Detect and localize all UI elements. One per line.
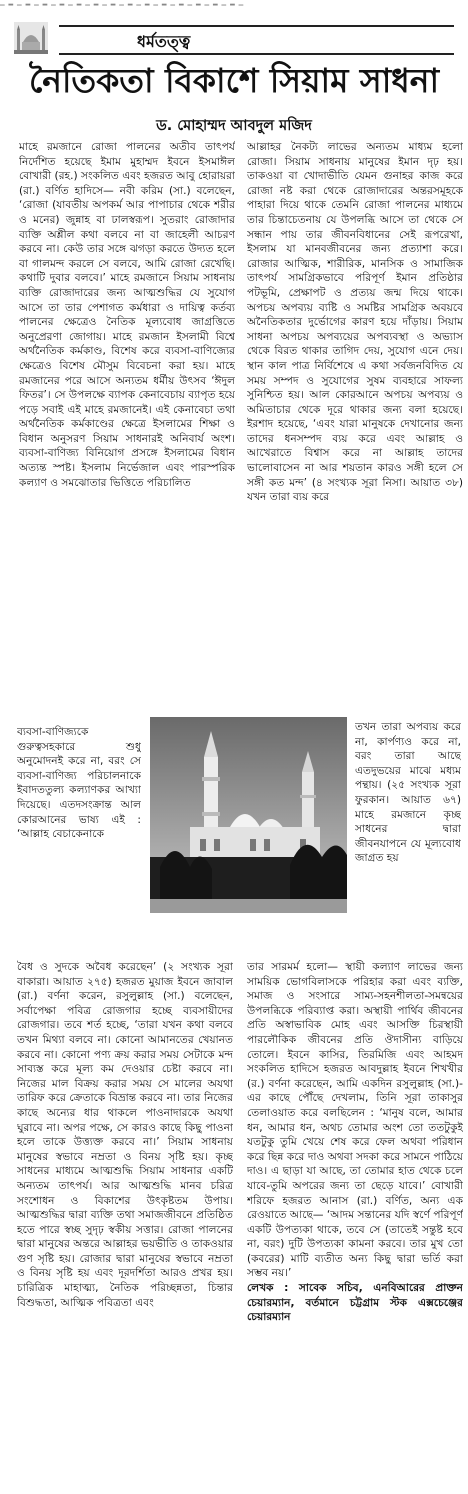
article-column-2 — [247, 140, 463, 748]
mosque-photo — [150, 717, 347, 913]
article-column-3 — [17, 960, 233, 1486]
article-column-wrap-right — [355, 720, 461, 955]
section-label: ধর্মতত্ত্ব — [137, 32, 191, 51]
column-wrap-left-text: ব্যবসা-বাণিজ্যকে গুরুত্বসহকারে শুধু অনুমোদনই করে না, বরং সে ব্যবসা-বাণিজ্য পরিচালনাকে ইবাদততুল্য কল্যাণকর আখ্যা দিয়েছে। এতদসংক্রান্ত আল কোরআনের ভাষ্য এই : ‘আল্লাহ বেচাকেনাকে — [17, 726, 141, 841]
previous-article-cutoff: ▁ ▂ ▁ ▂ ▁ ▂ ▁ ▂ ▁ ▂ ▁ ▂ ▁ ▂ ▁ ▂ ▁ ▂ ▁ ▂ ▁ ▂ ▁ ▂ ▁ ▂ ▁ ▂ ▁ — [0, 0, 245, 6]
article-author: ড. মোহাম্মদ আবদুল মজিদ — [156, 118, 312, 134]
article-title: নৈতিকতা বিকাশে সিয়াম সাধনা — [28, 61, 440, 100]
column-1-text: মাহে রমজানে রোজা পালনের অতীব তাৎপর্য নির্দেশিত হয়েছে ইমাম মুহাম্মদ ইবনে ইসমাঈল বোখারী (রহ.) সংকলিত এবং হজরত আবু হোরায়রা (রা.) বর্ণিত হাদিসে— নবী করিম (সা.) বলেছেন, ‘রোজা (যাবতীয় অপকর্ম আর পাপাচার থেকে শরীর ও মনের) জুন্নাহ বা ঢালস্বরূপ। সুতরাং রোজাদার ব্যক্তি অশ্লীল কথা বলবে না বা জাহেলী আচরণ করবে না। কেউ তার সঙ্গে ঝগড়া করতে উদ্যত হলে বা গালমন্দ করলে সে বলবে, আমি রোজা রেখেছি। কথাটি দুবার বলবে।’ মাহে রমজানে সিয়াম সাধনায় ব্যক্তি রোজাদারের জন্য আত্মশুদ্ধির যে সুযোগ আসে তা তার পেশাগত কর্মধারা ও দায়িত্ব কর্তব্য পালনের ক্ষেত্রেও নৈতিক মূল্যবোধ জাগ্রত্তিতে অনুপ্রেরণা জোগায়। মাহে রমজান ইসলামী বিশ্বে অর্থনৈতিক কর্মকাণ্ড, বিশেষ করে ব্যবসা-বাণিজ্যের ক্ষেত্রেও বিশেষ মৌসুম বিবেচনা করা হয়। মাহে রমজানের পরে আসে অন্যতম ধর্মীয় উৎসব ‘ঈদুল ফিতর’। সে উপলক্ষে ব্যাপক কেনাবেচায় ব্যাপৃত হয়ে পড়ে সবাই এই মাহে রমজানেই। এই কেনাবেচা তথা অর্থনৈতিক কর্মকাণ্ডের ক্ষেত্রে ইসলামের শিক্ষা ও বিধান অনুসরণ সিয়াম সাধনারই অনিবার্য অংশ। ব্যবসা-বাণিজ্য বিনিয়োগ প্রসঙ্গে ইসলামের বিধান অত্যন্ত স্পষ্ট। ইসলাম নির্ভেজাল এবং পারস্পরিক কল্যাণ ও সমঝোতার ভিত্তিতে পরিচালিত — [19, 141, 235, 489]
column-4-text: তার সারমর্ম হলো— স্থায়ী কল্যাণ লাভের জন্য সাময়িক ভোগবিলাসকে পরিহার করা এবং ব্যক্তি, সমাজ ও সংসারে সাম্য-সহনশীলতা-সমন্বয়ের উপলব্ধিকে পরিব্যাপ্ত করা। অস্থায়ী পার্থিব জীবনের প্রতি অস্বাভাবিক মোহ এবং আসক্তি চিরস্থায়ী পারলৌকিক জীবনের প্রতি ঔদাসীন্য বাড়িয়ে তোলে। ইবনে কাসির, তিরমিজি এবং আহমদ সংকলিত হাদিসে হজরত আবদুল্লাহ ইবনে শিখখীর (র.) বর্ণনা করেছেন, আমি একদিন রসুলুল্লাহ (সা.)-এর কাছে পৌঁছে দেখলাম, তিনি সূরা তাকাসুর তেলাওয়াত করে বলছিলেন : ‘মানুষ বলে, আমার ধন, আমার ধন, অথচ তোমার অংশ তো ততটুকুই যতটুকু তুমি খেয়ে শেষ করে ফেল অথবা পরিধান করে ছিন্ন করে দাও অথবা সদকা করে সামনে পাঠিয়ে দাও। এ ছাড়া যা আছে, তা তোমার হাত থেকে চলে যাবে-তুমি অপরের জন্য তা ছেড়ে যাবে।’ বোখারী শরিফে হজরত আনাস (রা.) বর্ণিত, অন্য এক রেওয়াতে আছে— ‘আদম সন্তানের যদি স্বর্ণে পরিপূর্ণ একটি উপত্যকা থাকে, তবে সে (তাতেই সন্তুষ্ট হবে না, বরং) দুটি উপত্যকা কামনা করবে। তার মুখ তো (কবরের) মাটি ব্যতীত অন্য কিছু দ্বারা ভর্তি করা সম্ভব নয়।’ — [247, 961, 463, 1280]
article-column-4 — [247, 960, 463, 1490]
mosque-icon — [14, 22, 48, 54]
column-2-text: আল্লাহর নৈকট্য লাভের অন্যতম মাধ্যম হলো রোজা। সিয়াম সাধনায় মানুষের ইমান দৃঢ় হয়। তাকওয়া বা খোদাভীতি যেমন গুনাহর কাজ করে রোজা নষ্ট করা থেকে রোজাদারের অন্তরসমূহকে পাহারা দিয়ে থাকে তেমনি রোজা পালনের মাধ্যমে তার চিন্তাচেতনায় যে উপলব্ধি আসে তা থেকে সে সন্ধান পায় তার জীবনবিধানের সেই রূপরেখা, ইসলাম যা মানবজীবনের জন্য প্রত্যাশা করে। রোজার আত্মিক, শারীরিক, মানসিক ও সামাজিক তাৎপর্য সামগ্রিকভাবে পরিপূর্ণ ইমান প্রতিষ্ঠার পটভূমি, প্রেক্ষাপট ও প্রত্যয় জন্ম দিয়ে থাকে। অপচয় অপব্যয় ব্যষ্টি ও সমষ্টির সামগ্রিক অবয়বে অনৈতিকতার দুর্ভোগের কারণ হয়ে দাঁড়ায়। সিয়াম সাধনা অপচয় অপব্যয়ের অপব্যবস্থা ও অভ্যাস থেকে বিরত থাকার তাগিদ দেয়, সুযোগ এনে দেয়। স্থান কাল পাত্র নির্বিশেষে এ কথা সর্বজনবিদিত যে সময় সম্পদ ও সুযোগের সুষম ব্যবহারে সাফল্য সুনিশ্চিত হয়। আল কোরআনে অপচয় অপব্যয় ও অমিতাচার থেকে দূরে থাকার জন্য বলা হয়েছে। ইরশাদ হয়েছে, ‘এবং যারা মানুষকে দেখানোর জন্য তাদের ধনসম্পদ ব্যয় করে এবং আল্লাহ ও আখেরাতে বিশ্বাস করে না আল্লাহ তাদের ভালোবাসেন না আর শয়তান কারও সঙ্গী হলে সে সঙ্গী কত মন্দ’ (৪ সংখ্যক সূরা নিসা। আয়াত ৩৮) যখন তারা ব্যয় করে — [247, 141, 463, 504]
section-header — [14, 20, 454, 58]
section-banner — [59, 25, 454, 55]
author-footnote: লেখক : সাবেক সচিব, এনবিআরের প্রাক্তন চেয়ারম্যান, বর্তমানে চট্টগ্রাম স্টক এক্সচেঞ্জের চেয়ারম্যান — [247, 1282, 463, 1324]
column-wrap-right-text: তখন তারা অপব্যয় করে না, কার্পণ্যও করে না, বরং তারা আছে এতদুভয়ের মাঝে মধ্যম পন্থায়। (২৫ সংখ্যক সূরা ফুরকান। আয়াত ৬৭) মাহে রমজানে কৃচ্ছ সাধনের দ্বারা জীবনযাপনে যে মূল্যবোধ জাগ্রত হয় — [355, 721, 461, 865]
column-3-text: বৈধ ও সুদকে অবৈধ করেছেন’ (২ সংখ্যক সূরা বাকারা। আয়াত ২৭৫) হজরত মুয়াজ ইবনে জাবাল (রা.) বর্ণনা করেন, রসুলুল্লাহ (সা.) বলেছেন, সর্বাপেক্ষা পবিত্র রোজগার হচ্ছে ব্যবসায়ীদের রোজগার। তবে শর্ত হচ্ছে, ‘তারা যখন কথা বলবে তখন মিথ্যা বলবে না। কোনো আমানতের খেয়ানত করবে না। কোনো পণ্য ক্রয় করার সময় সেটাকে মন্দ সাব্যস্ত করে মূল্য কম দেওয়ার চেষ্টা করবে না। নিজের মাল বিক্রয় করার সময় সে মালের অযথা তারিফ করে ক্রেতাকে বিভ্রান্ত করবে না। তার নিজের কাছে অন্যের ধার থাকলে পাওনাদারকে অযথা ঘুরাবে না। অপর পক্ষে, সে কারও কাছে কিছু পাওনা হলে তাকে উত্ত্যক্ত করবে না।’ সিয়াম সাধনায় মানুষের স্বভাবে নম্রতা ও বিনয় সৃষ্টি হয়। কৃচ্ছ সাধনের মাধ্যমে আত্মশুদ্ধি সিয়াম সাধনার একটি অন্যতম তাৎপর্য। আর আত্মশুদ্ধি মানব চরিত্র সংশোধন ও বিকাশের উৎকৃষ্টতম উপায়। আত্মশুদ্ধির দ্বারা ব্যক্তি তথা সমাজজীবনে প্রতিষ্ঠিত হতে পারে স্বচ্ছ সুদৃঢ় স্বকীয় সত্তার। রোজা পালনের দ্বারা মানুষের অন্তরে আল্লাহর ভয়ভীতি ও তাকওয়ার গুণ সৃষ্টি হয়। রোজার দ্বারা মানুষের স্বভাবে নম্রতা ও বিনয় সৃষ্টি হয় এবং দূরদর্শিতা আরও প্রখর হয়। চারিত্রিক মাহাত্ম্য, নৈতিক পরিচ্ছন্নতা, চিন্তার বিশুদ্ধতা, আত্মিক পবিত্রতা এবং — [17, 961, 233, 1309]
article-column-wrap-left — [17, 725, 141, 958]
